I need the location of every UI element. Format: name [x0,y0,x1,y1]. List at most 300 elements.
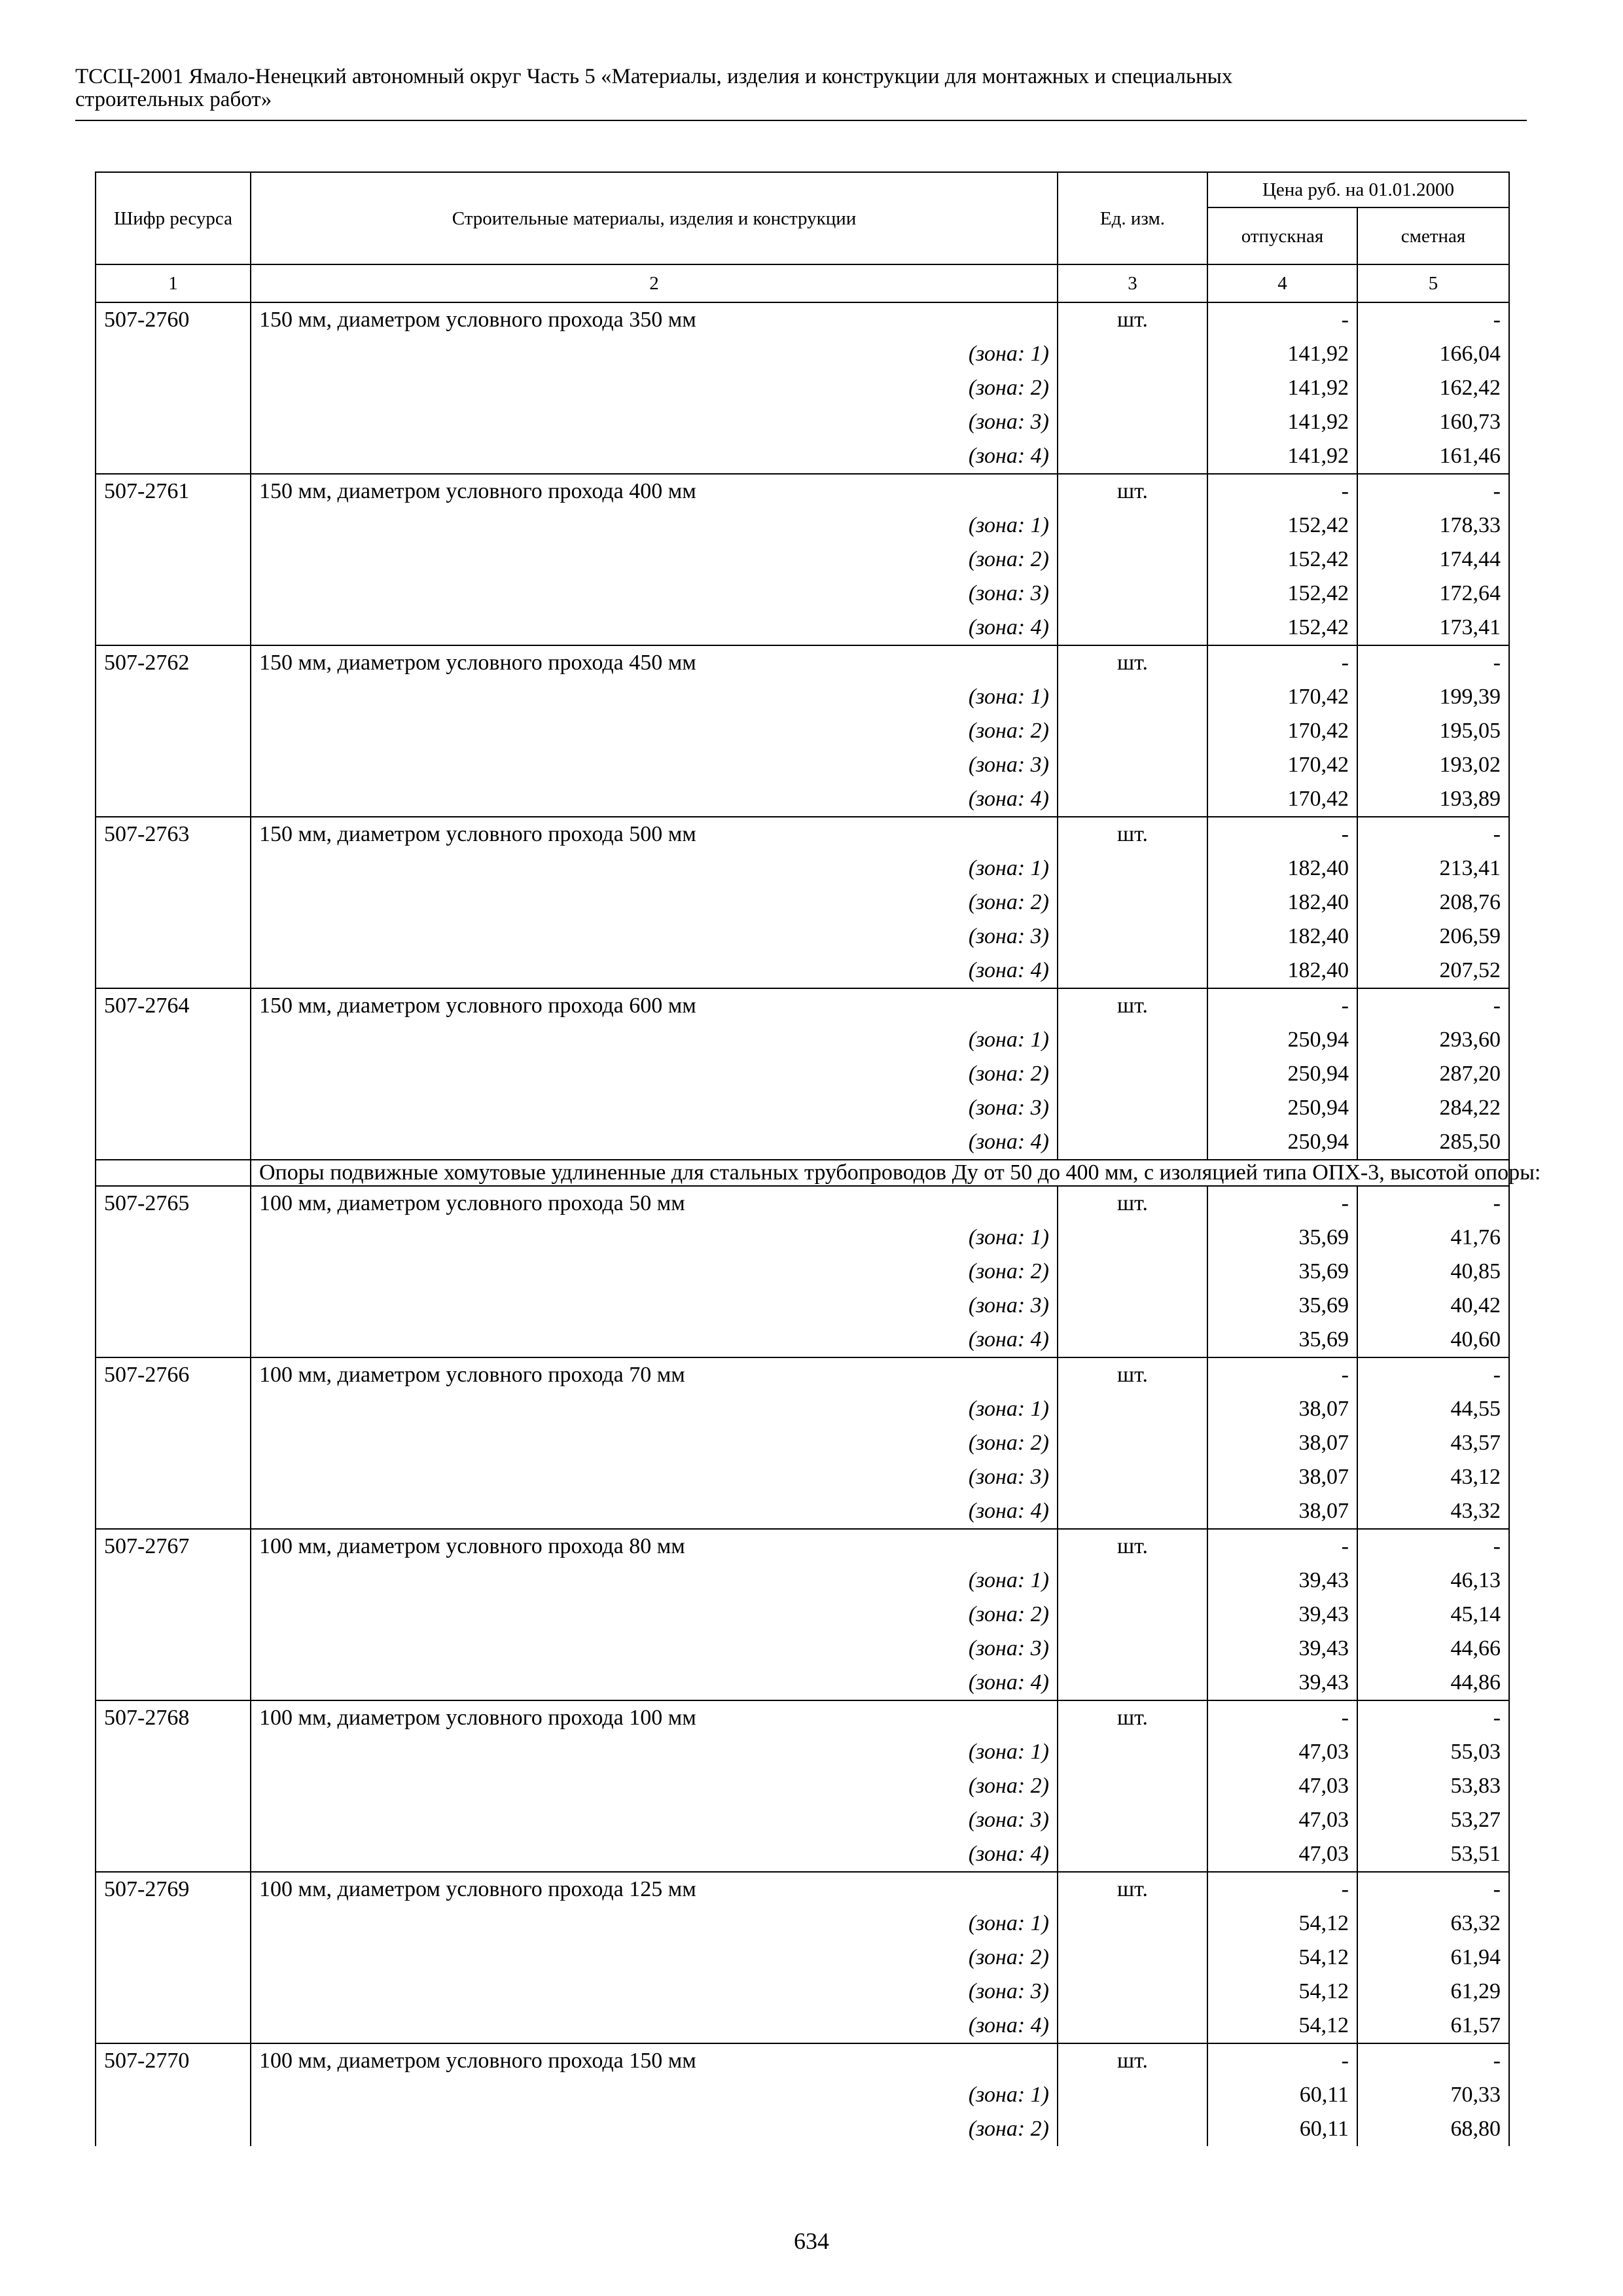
zone-label: (зона: 2) [251,543,1058,577]
zone-code-cell [96,1494,251,1529]
zone-estimate-price: 287,20 [1357,1057,1509,1091]
zone-unit-cell [1058,405,1207,439]
zone-estimate-price: 213,41 [1357,852,1509,886]
zone-label: (зона: 2) [251,371,1058,405]
table-header [96,172,1509,302]
zone-code-cell [96,1460,251,1494]
resource-code: 507-2766 [96,1357,251,1392]
zone-estimate-price: 63,32 [1357,1907,1509,1941]
item-row [96,1529,1509,1564]
zone-code-cell [96,1057,251,1091]
zone-release-price: 60,11 [1207,2078,1357,2112]
item-unit: шт. [1058,474,1207,509]
release-price: - [1207,817,1357,852]
running-header [75,65,1522,111]
zone-row [96,1769,1509,1803]
zone-label: (зона: 4) [251,954,1058,988]
zone-estimate-price: 162,42 [1357,371,1509,405]
column-number: 4 [1207,264,1357,302]
zone-estimate-price: 61,94 [1357,1941,1509,1975]
zone-row [96,1564,1509,1598]
estimate-price: - [1357,645,1509,680]
zone-code-cell [96,1803,251,1837]
zone-unit-cell [1058,1023,1207,1057]
zone-code-cell [96,1564,251,1598]
zone-release-price: 47,03 [1207,1735,1357,1769]
zone-label: (зона: 1) [251,509,1058,543]
zone-unit-cell [1058,543,1207,577]
zone-row [96,371,1509,405]
zone-label: (зона: 2) [251,2112,1058,2146]
release-price: - [1207,302,1357,337]
release-price: - [1207,1529,1357,1564]
zone-unit-cell [1058,2009,1207,2043]
zone-estimate-price: 43,32 [1357,1494,1509,1529]
zone-unit-cell [1058,577,1207,611]
zone-release-price: 170,42 [1207,714,1357,748]
resource-code: 507-2765 [96,1186,251,1221]
resource-code: 507-2763 [96,817,251,852]
zone-code-cell [96,954,251,988]
zone-row [96,1941,1509,1975]
zone-label: (зона: 2) [251,1598,1058,1632]
zone-estimate-price: 53,83 [1357,1769,1509,1803]
item-unit: шт. [1058,302,1207,337]
zone-label: (зона: 1) [251,1735,1058,1769]
zone-code-cell [96,852,251,886]
zone-label: (зона: 3) [251,920,1058,954]
zone-unit-cell [1058,1837,1207,1872]
zone-label: (зона: 3) [251,1091,1058,1125]
zone-code-cell [96,1941,251,1975]
zone-label: (зона: 1) [251,852,1058,886]
zone-unit-cell [1058,1564,1207,1598]
zone-release-price: 35,69 [1207,1221,1357,1255]
column-number: 3 [1058,264,1207,302]
zone-row [96,1426,1509,1460]
zone-estimate-price: 53,27 [1357,1803,1509,1837]
column-number: 1 [96,264,251,302]
zone-release-price: 47,03 [1207,1803,1357,1837]
zone-release-price: 38,07 [1207,1494,1357,1529]
zone-label: (зона: 3) [251,1460,1058,1494]
zone-unit-cell [1058,509,1207,543]
zone-label: (зона: 1) [251,1221,1058,1255]
zone-estimate-price: 53,51 [1357,1837,1509,1872]
zone-label: (зона: 1) [251,2078,1058,2112]
zone-unit-cell [1058,1289,1207,1323]
zone-release-price: 35,69 [1207,1323,1357,1357]
zone-row [96,2112,1509,2146]
zone-row [96,954,1509,988]
estimate-price: - [1357,1186,1509,1221]
zone-release-price: 54,12 [1207,1975,1357,2009]
item-row [96,817,1509,852]
zone-unit-cell [1058,782,1207,817]
zone-estimate-price: 166,04 [1357,337,1509,371]
zone-release-price: 54,12 [1207,2009,1357,2043]
zone-row [96,1255,1509,1289]
zone-row [96,714,1509,748]
item-row [96,1357,1509,1392]
zone-estimate-price: 284,22 [1357,1091,1509,1125]
zone-estimate-price: 293,60 [1357,1023,1509,1057]
zone-unit-cell [1058,680,1207,714]
zone-row [96,782,1509,817]
zone-row [96,748,1509,782]
resource-code: 507-2762 [96,645,251,680]
resource-code: 507-2764 [96,988,251,1023]
zone-code-cell [96,1735,251,1769]
zone-code-cell [96,2078,251,2112]
zone-row [96,1907,1509,1941]
zone-code-cell [96,782,251,817]
zone-unit-cell [1058,337,1207,371]
zone-unit-cell [1058,611,1207,645]
item-name: 150 мм, диаметром условного прохода 400 мм [251,474,1058,509]
zone-label: (зона: 2) [251,1426,1058,1460]
zone-code-cell [96,1632,251,1666]
estimate-price: - [1357,1357,1509,1392]
zone-estimate-price: 285,50 [1357,1125,1509,1160]
resource-code: 507-2761 [96,474,251,509]
zone-row [96,1221,1509,1255]
zone-unit-cell [1058,852,1207,886]
zone-unit-cell [1058,1975,1207,2009]
item-name: 150 мм, диаметром условного прохода 500 мм [251,817,1058,852]
column-number-row [96,264,1509,302]
header-line-2: строительных работ» [75,88,272,111]
zone-unit-cell [1058,1803,1207,1837]
zone-release-price: 182,40 [1207,954,1357,988]
zone-unit-cell [1058,1255,1207,1289]
item-unit: шт. [1058,1872,1207,1907]
zone-release-price: 170,42 [1207,748,1357,782]
zone-estimate-price: 174,44 [1357,543,1509,577]
item-unit: шт. [1058,988,1207,1023]
item-row [96,474,1509,509]
zone-label: (зона: 1) [251,1023,1058,1057]
resource-code: 507-2767 [96,1529,251,1564]
zone-unit-cell [1058,1426,1207,1460]
zone-code-cell [96,920,251,954]
zone-estimate-price: 61,57 [1357,2009,1509,2043]
zone-estimate-price: 161,46 [1357,439,1509,474]
zone-unit-cell [1058,1494,1207,1529]
estimate-price: - [1357,474,1509,509]
zone-release-price: 152,42 [1207,611,1357,645]
zone-unit-cell [1058,1666,1207,1700]
zone-code-cell [96,1598,251,1632]
col-header-release: отпускная [1207,207,1357,264]
zone-code-cell [96,2009,251,2043]
zone-release-price: 39,43 [1207,1666,1357,1700]
zone-code-cell [96,1769,251,1803]
zone-code-cell [96,337,251,371]
zone-code-cell [96,1221,251,1255]
zone-unit-cell [1058,1907,1207,1941]
zone-row [96,1837,1509,1872]
zone-estimate-price: 199,39 [1357,680,1509,714]
zone-code-cell [96,1255,251,1289]
item-unit: шт. [1058,1529,1207,1564]
release-price: - [1207,1357,1357,1392]
zone-label: (зона: 4) [251,611,1058,645]
zone-code-cell [96,1975,251,2009]
zone-estimate-price: 68,80 [1357,2112,1509,2146]
zone-row [96,680,1509,714]
zone-release-price: 250,94 [1207,1023,1357,1057]
zone-release-price: 152,42 [1207,509,1357,543]
zone-label: (зона: 1) [251,337,1058,371]
zone-label: (зона: 1) [251,1392,1058,1426]
zone-code-cell [96,611,251,645]
zone-estimate-price: 208,76 [1357,886,1509,920]
item-unit: шт. [1058,817,1207,852]
item-row [96,645,1509,680]
zone-row [96,1598,1509,1632]
zone-release-price: 38,07 [1207,1426,1357,1460]
zone-estimate-price: 41,76 [1357,1221,1509,1255]
zone-estimate-price: 55,03 [1357,1735,1509,1769]
zone-code-cell [96,714,251,748]
release-price: - [1207,2043,1357,2078]
estimate-price: - [1357,1700,1509,1735]
zone-estimate-price: 43,57 [1357,1426,1509,1460]
zone-row [96,886,1509,920]
price-table [95,171,1541,2146]
item-name: 100 мм, диаметром условного прохода 70 мм [251,1357,1058,1392]
zone-release-price: 141,92 [1207,405,1357,439]
item-name: 150 мм, диаметром условного прохода 600 мм [251,988,1058,1023]
zone-label: (зона: 3) [251,577,1058,611]
zone-release-price: 39,43 [1207,1598,1357,1632]
col-header-estimate: сметная [1357,207,1509,264]
zone-label: (зона: 4) [251,1837,1058,1872]
zone-estimate-price: 207,52 [1357,954,1509,988]
zone-unit-cell [1058,1392,1207,1426]
zone-estimate-price: 44,66 [1357,1632,1509,1666]
release-price: - [1207,1872,1357,1907]
item-row [96,988,1509,1023]
zone-row [96,1632,1509,1666]
item-row [96,1872,1509,1907]
zone-code-cell [96,577,251,611]
item-unit: шт. [1058,1357,1207,1392]
zone-unit-cell [1058,920,1207,954]
zone-row [96,577,1509,611]
zone-row [96,405,1509,439]
resource-code: 507-2769 [96,1872,251,1907]
release-price: - [1207,1700,1357,1735]
resource-code: 507-2760 [96,302,251,337]
zone-estimate-price: 193,02 [1357,748,1509,782]
zone-release-price: 54,12 [1207,1907,1357,1941]
zone-label: (зона: 4) [251,439,1058,474]
zone-estimate-price: 206,59 [1357,920,1509,954]
estimate-price: - [1357,1872,1509,1907]
zone-code-cell [96,1837,251,1872]
item-row [96,1186,1509,1221]
zone-code-cell [96,1392,251,1426]
zone-row [96,1057,1509,1091]
col-header-name: Строительные материалы, изделия и конструкции [251,172,1058,264]
zone-row [96,1460,1509,1494]
zone-code-cell [96,886,251,920]
page-number: 634 [794,2228,829,2254]
zone-estimate-price: 70,33 [1357,2078,1509,2112]
zone-estimate-price: 46,13 [1357,1564,1509,1598]
zone-unit-cell [1058,1735,1207,1769]
zone-release-price: 35,69 [1207,1289,1357,1323]
zone-release-price: 38,07 [1207,1460,1357,1494]
header-rule [75,120,1527,121]
zone-label: (зона: 1) [251,1564,1058,1598]
zone-row [96,852,1509,886]
group-code-cell [96,1160,251,1186]
zone-release-price: 39,43 [1207,1564,1357,1598]
zone-unit-cell [1058,2112,1207,2146]
item-row [96,302,1509,337]
zone-estimate-price: 172,64 [1357,577,1509,611]
zone-row [96,509,1509,543]
table-body [96,302,1541,2146]
zone-label: (зона: 3) [251,1632,1058,1666]
zone-estimate-price: 40,85 [1357,1255,1509,1289]
zone-row [96,1091,1509,1125]
zone-code-cell [96,439,251,474]
estimate-price: - [1357,1529,1509,1564]
zone-unit-cell [1058,886,1207,920]
estimate-price: - [1357,2043,1509,2078]
item-name: 150 мм, диаметром условного прохода 450 мм [251,645,1058,680]
zone-code-cell [96,1091,251,1125]
zone-label: (зона: 4) [251,782,1058,817]
estimate-price: - [1357,817,1509,852]
zone-row [96,1975,1509,2009]
zone-unit-cell [1058,1632,1207,1666]
column-number: 2 [251,264,1058,302]
resource-code: 507-2768 [96,1700,251,1735]
zone-estimate-price: 195,05 [1357,714,1509,748]
item-name: 100 мм, диаметром условного прохода 150 мм [251,2043,1058,2078]
estimate-price: - [1357,302,1509,337]
item-row [96,1700,1509,1735]
item-unit: шт. [1058,1700,1207,1735]
zone-release-price: 141,92 [1207,337,1357,371]
zone-row [96,1323,1509,1357]
zone-row [96,1803,1509,1837]
zone-estimate-price: 178,33 [1357,509,1509,543]
zone-label: (зона: 3) [251,1803,1058,1837]
zone-unit-cell [1058,1598,1207,1632]
zone-row [96,2078,1509,2112]
col-header-unit: Ед. изм. [1058,172,1207,264]
zone-unit-cell [1058,1221,1207,1255]
zone-label: (зона: 4) [251,1323,1058,1357]
zone-release-price: 250,94 [1207,1091,1357,1125]
zone-row [96,920,1509,954]
zone-label: (зона: 3) [251,748,1058,782]
resource-code: 507-2770 [96,2043,251,2078]
zone-code-cell [96,1289,251,1323]
zone-label: (зона: 1) [251,680,1058,714]
zone-row [96,1125,1509,1160]
zone-release-price: 170,42 [1207,782,1357,817]
zone-code-cell [96,1125,251,1160]
zone-label: (зона: 2) [251,886,1058,920]
zone-label: (зона: 2) [251,714,1058,748]
zone-unit-cell [1058,1323,1207,1357]
zone-unit-cell [1058,371,1207,405]
item-name: 100 мм, диаметром условного прохода 100 мм [251,1700,1058,1735]
zone-unit-cell [1058,954,1207,988]
item-unit: шт. [1058,1186,1207,1221]
zone-row [96,1666,1509,1700]
zone-code-cell [96,1907,251,1941]
zone-unit-cell [1058,2078,1207,2112]
zone-code-cell [96,1666,251,1700]
zone-estimate-price: 40,42 [1357,1289,1509,1323]
zone-release-price: 38,07 [1207,1392,1357,1426]
zone-label: (зона: 4) [251,1494,1058,1529]
zone-row [96,1023,1509,1057]
zone-release-price: 141,92 [1207,439,1357,474]
zone-unit-cell [1058,1769,1207,1803]
zone-release-price: 170,42 [1207,680,1357,714]
zone-label: (зона: 3) [251,1975,1058,2009]
item-name: 100 мм, диаметром условного прохода 50 мм [251,1186,1058,1221]
zone-label: (зона: 2) [251,1057,1058,1091]
zone-row [96,543,1509,577]
zone-release-price: 47,03 [1207,1837,1357,1872]
zone-code-cell [96,1023,251,1057]
zone-release-price: 182,40 [1207,852,1357,886]
zone-estimate-price: 44,55 [1357,1392,1509,1426]
estimate-price: - [1357,988,1509,1023]
zone-estimate-price: 45,14 [1357,1598,1509,1632]
zone-estimate-price: 44,86 [1357,1666,1509,1700]
zone-unit-cell [1058,1091,1207,1125]
zone-label: (зона: 4) [251,1125,1058,1160]
zone-label: (зона: 2) [251,1941,1058,1975]
item-name: 150 мм, диаметром условного прохода 350 мм [251,302,1058,337]
col-header-price-group: Цена руб. на 01.01.2000 [1207,172,1509,207]
zone-release-price: 35,69 [1207,1255,1357,1289]
zone-unit-cell [1058,748,1207,782]
zone-label: (зона: 4) [251,2009,1058,2043]
item-unit: шт. [1058,645,1207,680]
zone-unit-cell [1058,439,1207,474]
zone-row [96,439,1509,474]
zone-row [96,337,1509,371]
zone-release-price: 141,92 [1207,371,1357,405]
zone-label: (зона: 4) [251,1666,1058,1700]
zone-label: (зона: 3) [251,1289,1058,1323]
zone-release-price: 54,12 [1207,1941,1357,1975]
zone-label: (зона: 2) [251,1255,1058,1289]
zone-code-cell [96,1323,251,1357]
zone-code-cell [96,371,251,405]
zone-row [96,1392,1509,1426]
zone-label: (зона: 2) [251,1769,1058,1803]
zone-estimate-price: 61,29 [1357,1975,1509,2009]
zone-row [96,1735,1509,1769]
item-name: 100 мм, диаметром условного прохода 80 мм [251,1529,1058,1564]
zone-code-cell [96,2112,251,2146]
zone-estimate-price: 173,41 [1357,611,1509,645]
zone-unit-cell [1058,1057,1207,1091]
